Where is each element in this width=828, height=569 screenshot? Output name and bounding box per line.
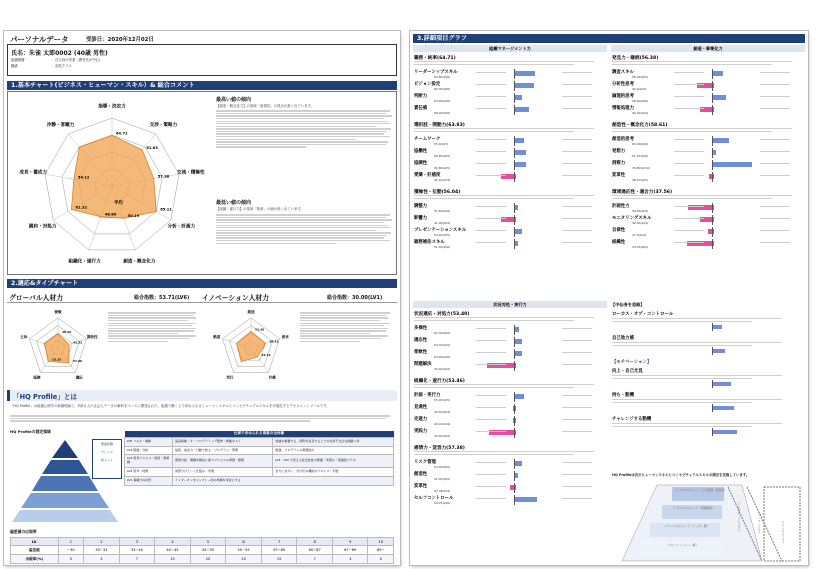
radar-series: [237, 331, 266, 361]
detail-item-name: 協働性: [414, 149, 428, 154]
detail-item-score: 54.00(LV5): [434, 99, 451, 103]
detail-subhead: 積極性・伝動(56.04): [414, 190, 461, 195]
self-score-bar: [712, 349, 725, 353]
detail-item-score: 33.00(LV2): [434, 434, 451, 438]
detail-subhead: 感情力・変容力(57.38): [414, 446, 465, 451]
deviation-cell: 20: [190, 555, 226, 564]
detail-item-name: 愛嬌・好感度: [414, 173, 441, 178]
deviation-cell: 5: [58, 555, 83, 564]
detail-item-name: 問題解決: [414, 362, 432, 367]
detail-score-bar: [712, 95, 726, 100]
detail-score-bar: [514, 107, 529, 112]
radar-axis-label: 創造: [247, 310, 255, 315]
detail-item-name: 変革性: [612, 173, 626, 178]
detail-item-name: 見通性: [414, 405, 428, 410]
pyr-level-1: トップマネジメント（上位管理・経営者）: [674, 488, 727, 492]
deviation-cell: 偏差値: [11, 546, 59, 555]
hq-title: 「HQ Profile」とは: [13, 393, 78, 401]
detail-score-bar: [514, 497, 537, 502]
self-score-bar: [712, 325, 722, 329]
right-report-page: [410, 31, 808, 565]
global-radar: [9, 306, 107, 386]
detail-score-bar: [514, 241, 518, 246]
detail-item-name: 情報処理力: [612, 106, 634, 111]
detail-item-name: 多様性: [414, 326, 428, 331]
detail-score-bar: [514, 473, 518, 478]
detail-subhead: 状況適応・対処力(53.40): [414, 312, 470, 317]
col-creative-header: 創造・事業化力: [611, 45, 805, 52]
detail-item-score: 51.60(LV6): [434, 209, 451, 213]
strong-trend-title: 最高い値の傾向: [216, 97, 252, 103]
detail-subhead: 発見力・継続(56.38): [612, 56, 659, 61]
radar-axis-label: 冷静・客観力: [46, 123, 75, 129]
radar-center-label: 平均: [114, 201, 123, 206]
deviation-cell: 20: [226, 555, 262, 564]
detail-item-score: 48.10(LV5): [632, 178, 649, 182]
detail-item-name: 協調性: [414, 161, 428, 166]
pyramid-title: HQ Profileの測定領域: [10, 429, 51, 434]
detail-item-name: 影響力: [414, 216, 428, 221]
deviation-cell: 40~45: [155, 546, 191, 555]
radar-axis-label: 実行: [226, 375, 234, 380]
detail-item-score: 51.00(LV6): [434, 245, 451, 249]
col-situation-header: 状況対処・実行力: [413, 301, 607, 308]
detail-item-score: 52.30(LV5): [434, 331, 451, 335]
detail-item-name: 変革性: [414, 484, 428, 489]
pyramid-label-3: 新人ハイ: [100, 458, 113, 462]
deviation-cell: 69~: [368, 546, 394, 555]
self-score-bar: [712, 430, 737, 434]
detail-item-name: 分析性思考: [612, 82, 634, 87]
detail-item-score: 41.00(LV4): [434, 221, 451, 225]
detail-item-name: 組織性: [612, 240, 626, 245]
deviation-cell: 4: [155, 538, 191, 546]
detail-score-bar: [514, 229, 522, 234]
detail-item-name: 計画性力: [612, 204, 630, 209]
deviation-cell: 15: [261, 555, 297, 564]
deviation-cell: 8: [297, 538, 333, 546]
detail-item-score: 41.43(LV4): [434, 178, 451, 182]
detail-item-score: 47.38(LV4): [434, 489, 451, 493]
detail-score-bar: [712, 138, 729, 143]
detail-subhead: 環境適応性・適合力(37.56): [612, 190, 673, 195]
table-head: 仕事で求められる要素の全体像: [125, 431, 394, 437]
radar-axis-label: 共感: [268, 375, 276, 380]
innovation-title: イノベーション人材力: [202, 294, 270, 302]
radar-axis-label: 開放性: [86, 335, 98, 340]
detail-subhead: 創造性・概念化力(58.61): [612, 123, 668, 128]
doc-title: パーソナルデータ: [10, 35, 69, 44]
self-item-label: ローカス・オブ・コントロール: [612, 312, 674, 317]
pyramid-label-2: ナレッジ: [101, 450, 113, 454]
detail-item-score: 54.00(LV5): [434, 233, 451, 237]
strong-trend-text: 【創造・概念化力】の領域「新規性」の得点が最く出ています。: [216, 104, 315, 108]
detail-score-bar: [514, 83, 534, 88]
detail-item-score: 51.03(LV5): [632, 154, 649, 158]
detail-item-name: モニタリングスキル: [612, 216, 652, 221]
deviation-cell: 55~60: [261, 546, 297, 555]
detail-item-name: 論理的思考: [612, 94, 634, 99]
radar-value-label: 54.12: [77, 175, 90, 180]
detail-score-bar: [712, 162, 752, 167]
radar-axis-label: 俊敏: [54, 310, 62, 315]
detail-score-bar: [514, 461, 522, 466]
global-comment-lines: [108, 311, 198, 343]
deviation-cell: 3: [84, 555, 120, 564]
deviation-cell: 1: [58, 538, 83, 546]
detail-score-bar: [514, 150, 526, 155]
detail-item-score: 49.00(LV4): [434, 422, 451, 426]
detail-score-bar: [712, 71, 723, 76]
detail-item-score: 56.30(LV5): [632, 75, 649, 79]
weak-trend-title: 最低い値の傾向: [216, 200, 252, 206]
self-item-label: 向上・自己尤見: [612, 369, 643, 374]
skill-pyramid: [612, 483, 802, 563]
self-item-label: チャレンジする動機: [612, 417, 652, 422]
detail-score-bar: [514, 394, 524, 399]
detail-item-score: 49.50(LV4): [434, 410, 451, 414]
radar-chart: [12, 94, 212, 274]
detail-item-score: 42.00(LV4): [632, 111, 649, 115]
detail-item-score: 58.00(LV6): [632, 99, 649, 103]
detail-item-score: 54.00(LV5): [434, 465, 451, 469]
detail-score-bar: [708, 229, 715, 234]
radar-value-label: 48.32: [62, 329, 72, 334]
detail-item-name: 実践力: [414, 429, 428, 434]
radar-value-label: 61.63: [146, 145, 158, 150]
pyr-level-2: ミドルマネジメント（管理職等）: [673, 506, 715, 510]
deviation-cell: 7: [261, 538, 297, 546]
radar-axis-label: 適応: [75, 375, 83, 380]
innovation-comment-lines: [300, 311, 392, 343]
detail-item-name: セルフコントロール: [414, 496, 454, 501]
radar-axis-label: 親和・対処力: [28, 224, 57, 230]
detail-item-name: 自律性: [612, 228, 626, 233]
radar-value-label: 61.32: [75, 205, 88, 210]
innovation-score: 総合指数：30.00(LV1): [327, 295, 383, 301]
radar-value-label: 64.71: [116, 131, 128, 136]
deviation-cell: 出現率(%): [11, 555, 59, 564]
deviation-cell: 5: [190, 538, 226, 546]
deviation-cell: 6: [226, 538, 262, 546]
detail-item-name: リーダーシップスキル: [414, 70, 458, 75]
col-self-header: 【中仙身を思路】: [611, 302, 645, 307]
radar-value-label: 48.80: [104, 212, 117, 217]
detail-item-score: 62.30(LV6): [434, 87, 451, 91]
global-score: 総合指数：53.71(LV6): [134, 295, 190, 301]
detail-item-score: 58.40(LV6): [434, 111, 451, 115]
pyramid-labels-box: [92, 439, 122, 479]
deviation-cell: LV: [11, 538, 59, 546]
hq-element-table: 仕事で求められる要素の全体像 LV5 コルネ・戦略 高品戦略・オ・プログラミング監修・戦略のスイ 結論を重要する、閉形を追及する上での好評不完全な価値に対 LV4 組織・分析 協感、成長力・行動で知る・プログラム・管理 組織、プログラムの業務指出 LV3 思考プロセス・熱度・資源積 環境分析、問題を解決に保つプロセスの発展・整理 LV1・LV2 で見える社会性能や整備・実現の「組織的アクの LV4 思考・特徴 向部分けていく仕組み・実現 自分にまかい、付け出の機能やプロセス・手掛 LV1 基礎分の持続 インターオンをシンズレー的の発揮を可能にする: [124, 431, 394, 486]
detail-item-score: 56.80(LV5): [434, 166, 451, 170]
pyr-right-1: コンセプチュアルスキル: [737, 501, 741, 532]
detail-subhead: 組織化・遂行力(53.46): [414, 379, 465, 384]
deviation-cell: 3: [332, 555, 368, 564]
detail-item-name: 完遂力: [414, 417, 428, 422]
detail-subhead: 選択肢・開動力(63.83): [414, 123, 465, 128]
detail-item-score: 76.80(LV10): [632, 166, 651, 170]
detail-item-score: 42.00(LV4): [632, 221, 649, 225]
self-score-bar: [712, 406, 734, 410]
weak-trend-text: 【組織・遂行力】の領域「熱意」の値が低く出ています。: [216, 207, 304, 211]
detail-item-score: 34.00(LV2): [632, 209, 649, 213]
detail-score-bar: [514, 162, 526, 167]
detail-score-bar: [514, 205, 518, 210]
detail-item-score: 64.21(LV6): [434, 501, 451, 505]
deviation-cell: 10: [368, 538, 394, 546]
detail-item-score: 60.00(LV6): [632, 142, 649, 146]
detail-item-name: 調査スキル: [612, 70, 634, 75]
detail-score-bar: [514, 351, 522, 356]
deviation-cell: 30~33: [84, 546, 120, 555]
left-report-page: [4, 31, 400, 565]
doc-date: 受診日：2020年12月02日: [86, 37, 154, 43]
self-item-label: 【モチベーション】: [612, 360, 652, 365]
deviation-cell: 60~67: [297, 546, 333, 555]
detail-item-score: 54.30(LV5): [434, 343, 451, 347]
radar-value-label: 50.19: [127, 214, 140, 219]
doc-name: 氏名：朱雀 太郎0002 (40歳 男性): [11, 50, 108, 57]
section-2-header: 2.適応&タイプチャート: [7, 279, 397, 288]
self-item-label: 自己効力感: [612, 336, 634, 341]
deviation-cell: 7: [297, 555, 333, 564]
detail-score-bar: [514, 327, 519, 332]
deviation-title: 偏差値の出現率: [10, 529, 37, 534]
radar-axis-label: 組織化・遂行力: [68, 259, 101, 265]
detail-item-name: ビジョン設定: [414, 82, 441, 87]
deviation-cell: 9: [332, 538, 368, 546]
detail-item-score: 54.00(LV5): [434, 355, 451, 359]
radar-axis-label: 主体: [20, 335, 28, 340]
detail-item-name: 発想力: [612, 149, 626, 154]
deviation-table: [10, 537, 394, 564]
radar-value-label: 42.12: [261, 352, 271, 357]
radar-value-label: 53.30: [255, 327, 265, 332]
org-line-2: 職級 ：部長クラス: [11, 64, 72, 68]
detail-item-score: 33.43(LV2): [632, 245, 649, 249]
weak-trend-lines: [216, 213, 392, 245]
detail-item-name: 判断力: [414, 94, 428, 99]
radar-axis-label: 分析・計画力: [167, 224, 196, 230]
detail-item-name: 計画・実行力: [414, 393, 441, 398]
detail-item-name: 調整力: [414, 204, 428, 209]
detail-item-name: 洞察力: [612, 161, 626, 166]
detail-item-score: 32.00(LV2): [434, 367, 451, 371]
radar-value-label: 53.25: [52, 357, 62, 362]
innovation-radar: [202, 306, 300, 386]
radar-axis-label: 成長・養成力: [19, 170, 48, 176]
pyr-level-4: スタッフ（メンバー層）: [667, 543, 699, 547]
strong-trend-lines: [216, 109, 392, 149]
radar-axis-label: 指導・決定力: [98, 104, 126, 110]
global-title: グローバル人材力: [9, 294, 64, 302]
radar-axis-label: 交渉・策略力: [149, 123, 178, 129]
detail-item-name: 創造的思考: [612, 137, 634, 142]
detail-item-name: プレゼンテーションスキル: [414, 228, 467, 233]
deviation-cell: 45~50: [190, 546, 226, 555]
radar-value-label: 43.32: [73, 340, 83, 345]
detail-score-bar: [514, 95, 522, 100]
pyramid-label-1: 豊富経験: [100, 442, 113, 446]
detail-item-name: 責任感: [414, 106, 428, 111]
detail-item-score: 51.00(LV5): [434, 477, 451, 481]
detail-item-name: チームワーク: [414, 137, 441, 142]
deviation-cell: 50~55: [226, 546, 262, 555]
deviation-cell: 67~69: [332, 546, 368, 555]
self-score-bar: [712, 382, 731, 386]
detail-item-score: 40.0(LV4): [632, 87, 647, 91]
radar-axis-label: 熱意: [213, 335, 221, 340]
deviation-cell: ~30: [58, 546, 83, 555]
deviation-cell: 33~40: [119, 546, 155, 555]
hq-text: 「HQ Profile」は組織心理学の新潮理論と、約6万人の社会人データの解析をベースに開発された、組織で働く上で求められるヒューマンスキルとコンセプチュアルスキルを可視化するアセスメントツールです。: [10, 404, 330, 408]
pyr-level-3: ロワーマネジメント（リーダー層）: [664, 524, 710, 528]
radar-axis-label: 協調: [33, 375, 41, 380]
radar-axis-label: 交流・積極性: [176, 170, 205, 176]
deviation-cell: 3: [119, 538, 155, 546]
detail-item-score: 55.00(LV5): [434, 398, 451, 402]
radar-value-label: 57.38: [157, 174, 170, 179]
deviation-cell: 2: [84, 538, 120, 546]
detail-item-score: 47.0(LV4): [632, 233, 647, 237]
detail-subhead: 職務・統率(64.71): [414, 56, 456, 61]
radar-value-label: 65.11: [160, 207, 172, 212]
detail-score-bar: [514, 71, 535, 76]
col-org-header: 組織マネージメント力: [413, 45, 607, 52]
detail-item-name: 柔軟性: [414, 350, 428, 355]
detail-score-bar: [514, 138, 524, 143]
deviation-cell: 15: [155, 555, 191, 564]
detail-item-name: 適応性: [414, 338, 428, 343]
deviation-cell: 7: [119, 555, 155, 564]
deviation-cell: 5: [368, 555, 394, 564]
radar-axis-label: 創造・概念化力: [123, 259, 156, 265]
section-3-header: 3.詳細項目グラフ: [413, 34, 805, 43]
detail-item-name: 創造性: [414, 472, 428, 477]
detail-item-name: リスク管理: [414, 460, 436, 465]
hq-text-lines: [10, 414, 394, 423]
detail-score-bar: [712, 150, 716, 155]
detail-item-name: 雑務補佐スキル: [414, 240, 445, 245]
pyr-right-3: テクニカルスキル: [781, 521, 785, 544]
radar-value-label: 57.00: [72, 358, 82, 363]
detail-score-bar: [514, 339, 522, 344]
section-1-header: 1.基本チャート(ビジネス・ヒューマン・スキル）& 総合コメント: [7, 81, 397, 90]
radar-value-label: 50.42: [269, 339, 279, 344]
detail-item-score: 55.0(LV7): [434, 142, 449, 146]
hq-caption: HQ Profileは次のヒューマンスキルとコンセプチュアルスキルの測定を実施しています。: [612, 473, 750, 477]
org-line-1: 組織階層 ：法人向け営業（蒼営先が中心): [11, 58, 101, 62]
self-item-label: 持ち・動機: [612, 393, 634, 398]
radar-axis-label: 深求: [281, 335, 289, 340]
detail-item-score: 62.80(LV6): [434, 75, 451, 79]
pyr-right-2: ヒューマンスキル: [757, 511, 761, 534]
detail-item-score: 56.80(LV5): [434, 154, 451, 158]
